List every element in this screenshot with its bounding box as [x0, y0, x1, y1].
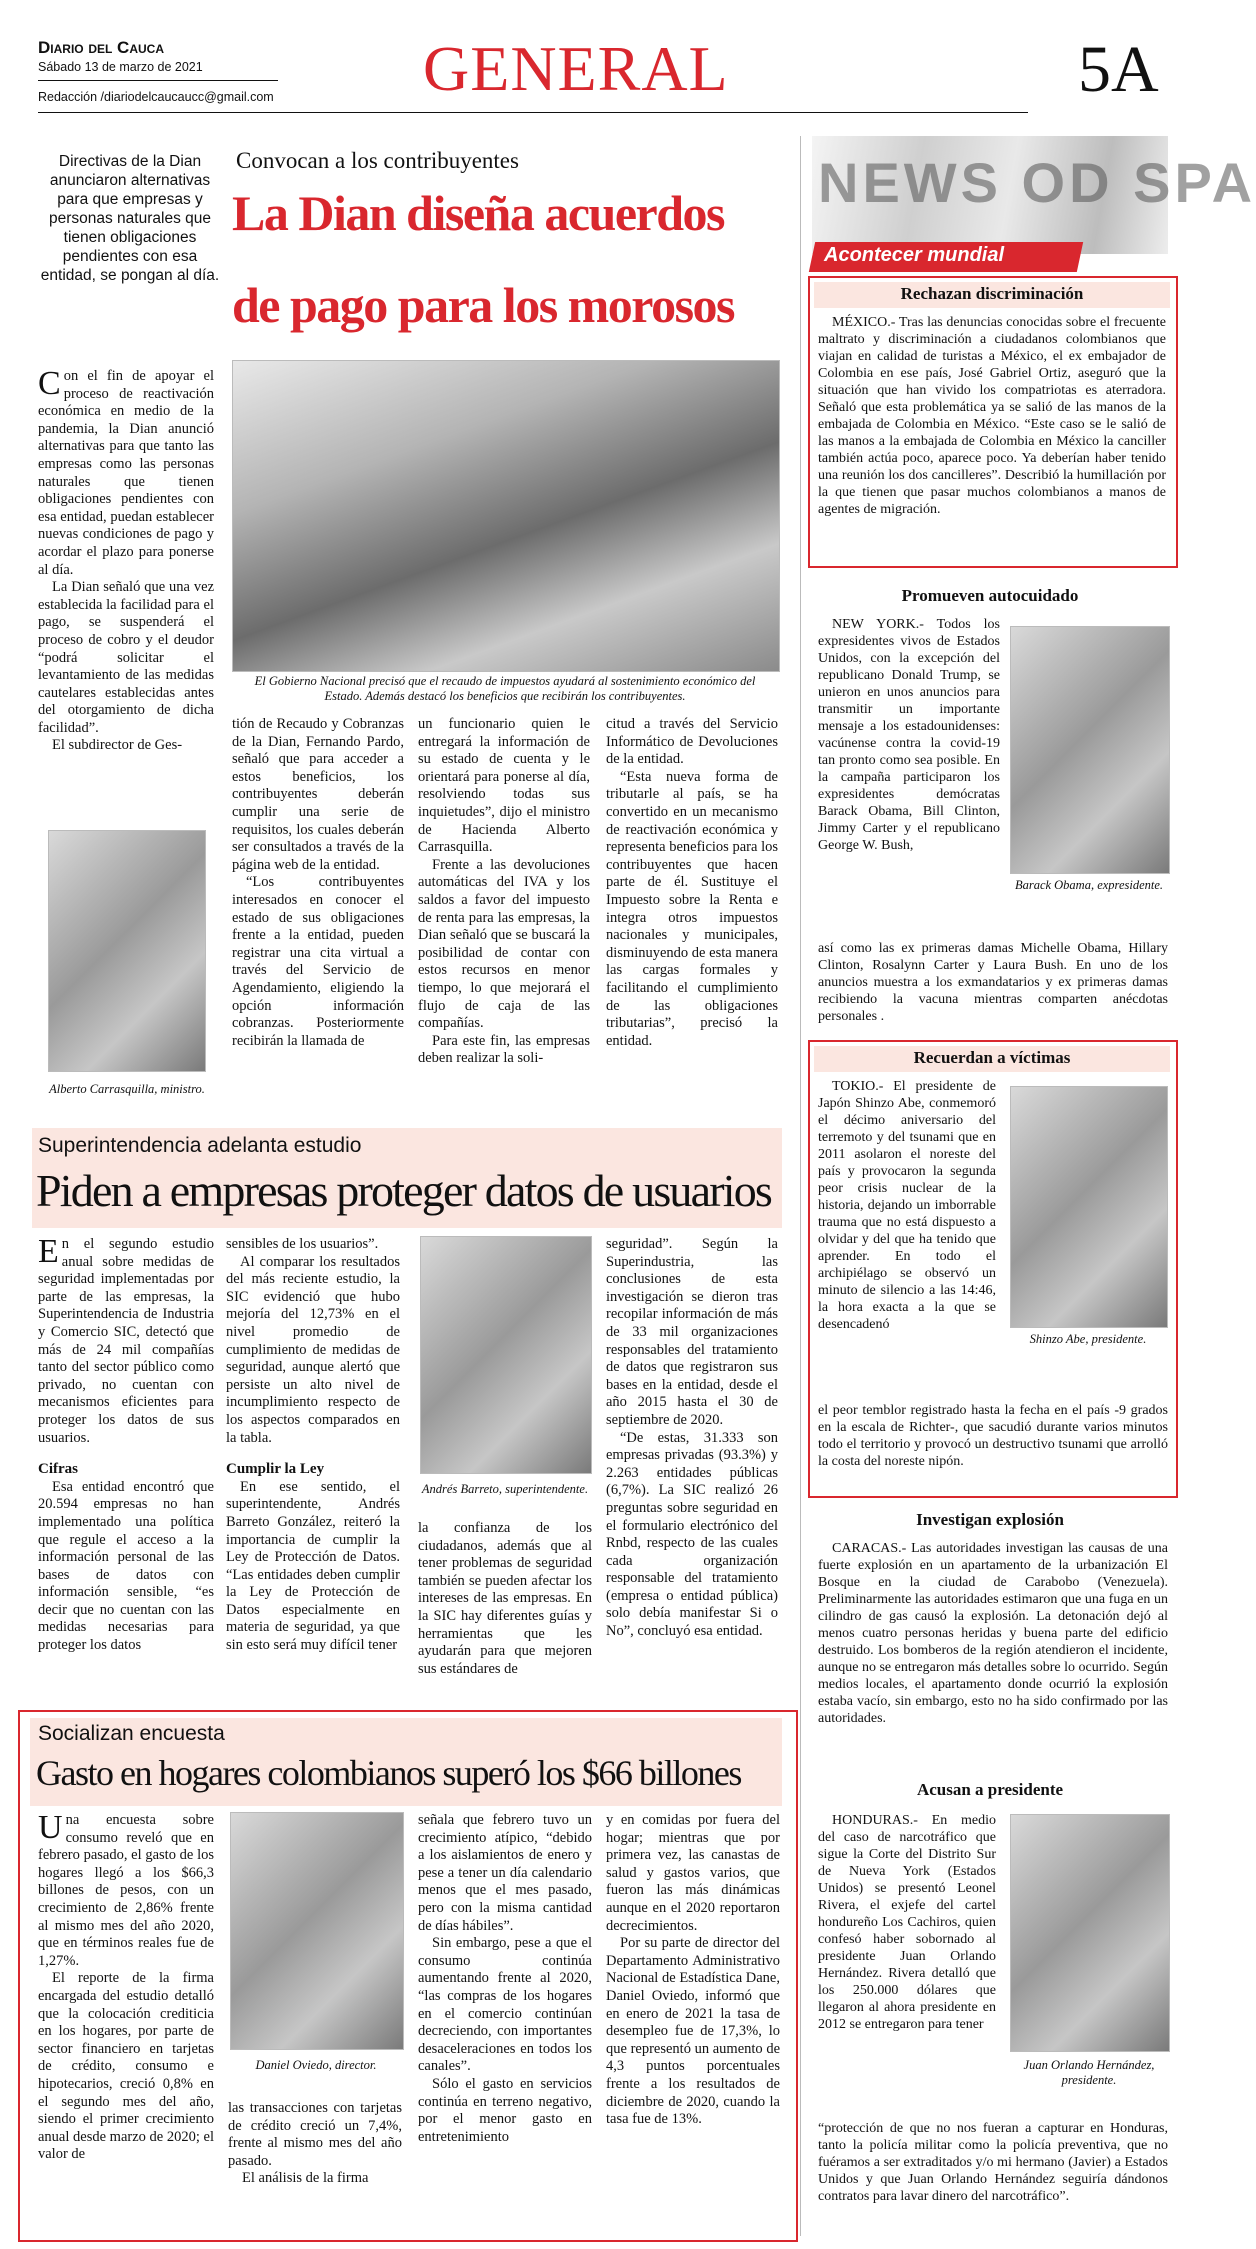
oviedo-photo [230, 1812, 404, 2050]
dian-dropcap: C [38, 365, 61, 402]
gasto-col2 [228, 2100, 402, 2188]
gasto-col4-p2: Por su parte de director del Departamento Administrativo Nacional de Estadística Dane, Daniel Oviedo, informó que en enero de 2021 la tasa de desempleo fue de 17,3%, lo que representó un aumento de 4,3 puntos porcentuales frente a los resultados de diciembre de 2020, cuando la tasa fue de 13%. [606, 1935, 780, 2128]
ny-p2: así como las ex primeras damas Michelle Obama, Hillary Clinton, Rosalynn Carter y Laura Bush. En uno de los anuncios muestra a los exmandatarios y ex primeras damas recibiendo la vacuna mientras comparten anécdotas personales . [818, 941, 1168, 1024]
dian-headline-2: de pago para los morosos [232, 277, 735, 333]
gasto-col1-p1: na encuesta sobre consumo reveló que en febrero pasado, el gasto de los hogares llegó a los $66,3 billones de pesos, con un crecimiento de 2,86% frente al mismo mes del año 2020, que en términos reales fue de 1,27%. [38, 1812, 214, 1969]
sic-col2-p1: sensibles de los usuarios”. [226, 1236, 379, 1252]
gasto-dropcap: U [38, 1809, 63, 1846]
sic-ley: En ese sentido, el superintendente, Andrés Barreto González, reiteró la importancia de cumplir la Ley de Protección de Datos. “Las entidades deben cumplir la Ley de Protección de Datos especialmente en materia de seguridad, ya que sin esto será muy difícil tener [226, 1478, 400, 1654]
abe-photo [1010, 1086, 1168, 1328]
gasto-col2-p1: las transacciones con tarjetas de crédito creció un 7,4%, frente al mismo mes del año pasado. [228, 2100, 402, 2169]
sic-col2 [226, 1236, 400, 1655]
tokio-head: Recuerdan a víctimas [913, 1048, 1071, 1067]
dian-col1 [38, 365, 214, 755]
honduras-p2: “protección de que no nos fueran a capturar en Honduras, tanto la policía militar como la policía preventiva, que no fuéramos a ser extraditados y/o mi hermano (Javier) a Estados Unidos y que Juan Orlando Hernández seguiría dándonos contratos para lavar dinero del narcotráfico”. [818, 2121, 1168, 2204]
hernandez-photo [1010, 1814, 1170, 2052]
dian-col4-p2: “Esta nueva forma de tributarle al país, se ha convertido en un mecanismo de reactivación económica y representa beneficios para los contribuyentes que hacen parte de él. Sustituye el Impuesto sobre la Renta e integra otros impuestos nacionales y municipales, disminuyendo de esta manera las cargas formales y facilitando el cumplimiento de las obligaciones tributarias”, precisó la entidad. [606, 768, 778, 1049]
gasto-col1 [38, 1809, 214, 2164]
gasto-col1-p2: El reporte de la firma encargada del estudio detalló que la colocación crediticia en los hogares, por parte de sector financiero en tarjetas de crédito, consumo e hipotecarios, creció 0,8% en el segundo mes del año, siendo el primer crecimiento anual desde marzo de 2020; el valor de [38, 1970, 214, 2163]
gasto-col4-p1: y en comidas por fuera del hogar; mientras que por primera vez, las canastas de salud y gastos varios, que fueron las más dinámicas aunque en el 2020 reportaron decrecimientos. [606, 1812, 780, 1934]
caracas-text [818, 1540, 1168, 1727]
sic-col1-p1: n el segundo estudio anual sobre medidas de seguridad implementadas por parte de las empresas, la Superintendencia de Industria y Comercio SIC, detectó que más de 24 mil compañías tanto del sector público como privado, no cuentan con mecanismos eficientes para proteger los datos de sus usuarios. [38, 1236, 214, 1446]
sic-col4-p1: seguridad”. Según la Superindustria, las conclusiones de esta investigación se dieron tras recopilar información de más de 33 mil organizaciones responsables del tratamiento de datos que registraron sus bases en la entidad, desde el año 2015 hasta el 30 de septiembre de 2020. [606, 1236, 778, 1428]
abe-caption: Shinzo Abe, presidente. [1029, 1332, 1147, 1346]
sic-kicker: Superintendencia adelanta estudio [38, 1134, 362, 1157]
gasto-col3-p3: Sólo el gasto en servicios continúa en terreno negativo, por el menor gasto en entretenimiento [418, 2075, 592, 2145]
barreto-photo [420, 1236, 592, 1474]
dian-kicker: Convocan a los contribuyentes [236, 148, 519, 173]
sic-col1 [38, 1233, 214, 1655]
sic-col2-p2: Al comparar los resultados del más reciente estudio, la SIC evidenció que hubo mejoría del 12,73% en el nivel promedio de cumplimiento de medidas de seguridad, aunque alertó que persiste un alto nivel de incumplimiento respecto de los aspectos comparados en la tabla. [226, 1253, 400, 1446]
masthead-rule-2 [38, 112, 1028, 113]
newspaper-stack-icon: NEWS OD SPA [818, 151, 1256, 214]
dian-photo-caption: El Gobierno Nacional precisó que el recaudo de impuestos ayudará al sostenimiento económico del Estado. Además destacó los beneficios que recibirán los contribuyentes. [254, 674, 756, 703]
section-title: GENERAL [423, 33, 729, 104]
ny-text-wide [818, 940, 1168, 1025]
dian-col4 [606, 716, 778, 1050]
masthead-rule [38, 80, 278, 81]
oviedo-caption: Daniel Oviedo, director. [255, 2058, 377, 2072]
dian-main-photo [232, 360, 780, 672]
tokio-text [818, 1078, 996, 1333]
sic-col4-p2: “De estas, 31.333 son empresas privadas (93.3%) y 2.263 entidades públicas (6,7%). La SIC realizó 26 preguntas sobre seguridad en el formulario electrónico del Rnbd, respecto de las cuales cada organización responsable del tratamiento (empresa o entidad pública) solo debía manifestar Si o No”, concluyó esa entidad. [606, 1429, 778, 1640]
gasto-col2-p2: El análisis de la firma [242, 2170, 369, 2187]
dian-headline-1: La Dian diseña acuerdos [232, 185, 724, 241]
gasto-kicker: Socializan encuesta [38, 1722, 225, 1745]
sic-cifras-title: Cifras [38, 1461, 78, 1478]
dian-col3-p2: Frente a las devoluciones automáticas del IVA y los saldos a favor del impuesto de renta para las empresas, la Dian señaló que se buscará la posibilidad de contar con estos recursos en menor tiempo, lo que mejorará el flujo de caja de las compañías. [418, 856, 590, 1032]
sic-col3 [418, 1520, 592, 1678]
dian-col1-p2: La Dian señaló que una vez establecida la facilidad para el pago, se suspenderá el proceso de cobro y el deudor “podrá solicitar el levantamiento de las medidas cautelares establecidas antes del otorgamiento de dicha facilidad”. [38, 579, 214, 736]
gasto-col3 [418, 1812, 592, 2146]
honduras-p: HONDURAS.- En medio del caso de narcotráfico que sigue la Corte del Distrito Sur de Nueva York (Estados Unidos) se presentó Leonel Rivera, el exjefe del cartel hondureño Los Cachiros, quien confesó haber sobornado al presidente Juan Orlando Hernández. Rivera detalló que los 250.000 dólares que llegaron al ahora presidente en 2012 se entregaron para tener [818, 1813, 996, 2032]
dian-col3-p1: un funcionario quien le entregará la información de su estado de cuenta y le orientará para ponerse al día, resolviendo todas sus inquietudes”, dijo el ministro de Hacienda Alberto Carrasquilla. [418, 716, 590, 856]
mexico-text [818, 314, 1166, 518]
barreto-caption: Andrés Barreto, superintendente. [421, 1482, 589, 1496]
gasto-col3-p1: señala que febrero tuvo un crecimiento atípico, “debido a los aislamientos de enero y pese a tener un día calendario menos que el mes pasado, pero con la misma cantidad de días hábiles”. [418, 1812, 592, 1934]
paper-name: Diario del Cauca [38, 38, 164, 57]
dian-col2-p1: tión de Recaudo y Cobranzas de la Dian, Fernando Pardo, señaló que para acceder a estos beneficios, los contribuyentes deberán cumplir una serie de requisitos, los cuales deberán ser consultados a través de la página web de la entidad. [232, 716, 404, 873]
honduras-text-wide [818, 2120, 1168, 2205]
contact-email: Redacción /diariodelcaucaucc@gmail.com [38, 90, 274, 104]
tokio-text-wide [818, 1402, 1168, 1470]
minister-caption: Alberto Carrasquilla, ministro. [49, 1082, 205, 1096]
gasto-headline: Gasto en hogares colombianos superó los $66 billones [36, 1753, 741, 1793]
minister-photo [48, 830, 206, 1072]
dian-col1-p3: El subdirector de Ges- [52, 737, 183, 754]
dian-col1-p1: on el fin de apoyar el proceso de reactivación económica en medio de la pandemia, la Dian anunció alternativas para que tanto las empresas como las personas naturales que tienen obligaciones pendientes con esa entidad, puedan establecer nuevas condiciones de pago y acordar el plazo para ponerse al día. [38, 368, 214, 578]
dian-deck: Directivas de la Dian anunciaron alternativas para que empresas y personas naturales que tienen obligaciones pendientes con esa entidad, se pongan al día. [40, 153, 220, 284]
honduras-head: Acusan a presidente [916, 1780, 1064, 1799]
obama-photo [1010, 626, 1170, 874]
tokio-p2: el peor temblor registrado hasta la fecha en el país -9 grados en la escala de Richter-, que sacudió durante varios minutos todo el territorio y provocó un destructivo tsunami que arrolló la costa del noreste nipón. [818, 1403, 1168, 1469]
page-number: 5A [1078, 33, 1159, 106]
caracas-p: CARACAS.- Las autoridades investigan las causas de una fuerte explosión en un apartamento de la urbanización El Bosque en la ciudad de Carabobo (Venezuela). Preliminarmente las autoridades estimaron que una fuga en un cilindro de gas causó la explosión. La detonación dejó al menos cuatro personas heridas y buena parte del edificio destruido. Los bomberos de la región atendieron el incidente, aunque no se entregaron más detalles sobre lo ocurrido. Según medios locales, el apartamento donde ocurrió la explosión estaba vacío, sin embargo, esto no ha sido confirmado por las autoridades. [818, 1541, 1168, 1726]
honduras-text [818, 1812, 996, 2033]
sic-col3-p1: la confianza de los ciudadanos, además que al tener problemas de seguridad también se pueden afectar los intereses de las empresas. En la SIC hay diferentes guías y herramientas que les ayudarán para que mejoren sus estándares de [418, 1520, 592, 1677]
dian-col3 [418, 716, 590, 1068]
sic-headline: Piden a empresas proteger datos de usuarios [36, 1165, 772, 1216]
sic-dropcap: E [38, 1233, 59, 1270]
issue-date: Sábado 13 de marzo de 2021 [38, 60, 203, 74]
ny-head: Promueven autocuidado [901, 586, 1079, 605]
obama-caption: Barack Obama, expresidente. [1014, 878, 1164, 892]
gasto-col4 [606, 1812, 780, 2129]
caracas-head: Investigan explosión [916, 1510, 1064, 1529]
hernandez-caption: Juan Orlando Hernández, presidente. [1023, 2058, 1155, 2087]
gasto-col3-p2: Sin embargo, pese a que el consumo continúa aumentando frente al 2020, “las compras de los hogares en el comercio continúan decreciendo, con importantes desaceleraciones en todos los canales”. [418, 1935, 592, 2075]
dian-col2-p2: “Los contribuyentes interesados en conocer el estado de sus obligaciones frente a la entidad, pueden registrar una cita virtual a través del Servicio de Agendamiento, eligiendo la opción información cobranzas. Posteriormente recibirán la llamada de [232, 874, 404, 1049]
sidebar-divider [800, 136, 801, 2236]
mexico-p: MÉXICO.- Tras las denuncias conocidas sobre el frecuente maltrato y discriminación a ciudadanos colombianos que viajan en calidad de turistas a México, el ex embajador de Colombia en ese país, José Gabriel Ortiz, aseguró que la situación que han vivido los compatriotas es aterradora. Señaló que esta problemática ya se salió de las manos de la embajada de Colombia en México. “Este caso se le salió de las manos a la embajada de Colombia en México la canciller también actúa poco, aparece poco. Ya deberían haber tenido una reunión los dos cancilleres”. Describió la humillación por la que tienen que pasar muchos colombianos a manos de agentes de migración. [818, 315, 1166, 517]
sic-ley-title: Cumplir la Ley [226, 1461, 325, 1478]
tokio-p: TOKIO.- El presidente de Japón Shinzo Abe, conmemoró el décimo aniversario del terremoto y del tsunami que en 2011 asolaron el noreste del país y provocaron la segunda peor crisis nuclear de la historia, dejando un imborrable trauma que no está dispuesto a olvidar y del que ha tenido que aprender. En todo el archipiélago se observó un minuto de silencio a las 14:46, la hora exacta a la que se desencadenó [818, 1079, 996, 1332]
dian-col2 [232, 716, 404, 1050]
sic-col4 [606, 1236, 778, 1641]
mundial-banner-label: Acontecer mundial [824, 244, 1005, 266]
mundial-banner-image [812, 136, 1256, 254]
mexico-head: Rechazan discriminación [900, 284, 1084, 303]
dian-col3-p3: Para este fin, las empresas deben realizar la soli- [418, 1032, 590, 1067]
ny-p: NEW YORK.- Todos los expresidentes vivos de Estados Unidos, con la excepción del republicano Donald Trump, se unieron en unos anuncios para transmitir un importante mensaje a los estadounidenses: vacúnense contra la covid-19 tan pronto como sea posible. En la campaña participaron los expresidentes demócratas Barack Obama, Bill Clinton, Jimmy Carter y el republicano George W. Bush, [818, 617, 1000, 853]
dian-col4-p1: citud a través del Servicio Informático de Devoluciones de la entidad. [606, 716, 778, 768]
masthead [38, 33, 1178, 126]
ny-text [818, 616, 1000, 854]
sic-cifras: Esa entidad encontró que 20.594 empresas no han implementado una política que regule el acceso a la información personal de las bases de datos con información sensible, “es decir que no cuentan con las medidas necesarias para proteger los datos [38, 1478, 214, 1654]
